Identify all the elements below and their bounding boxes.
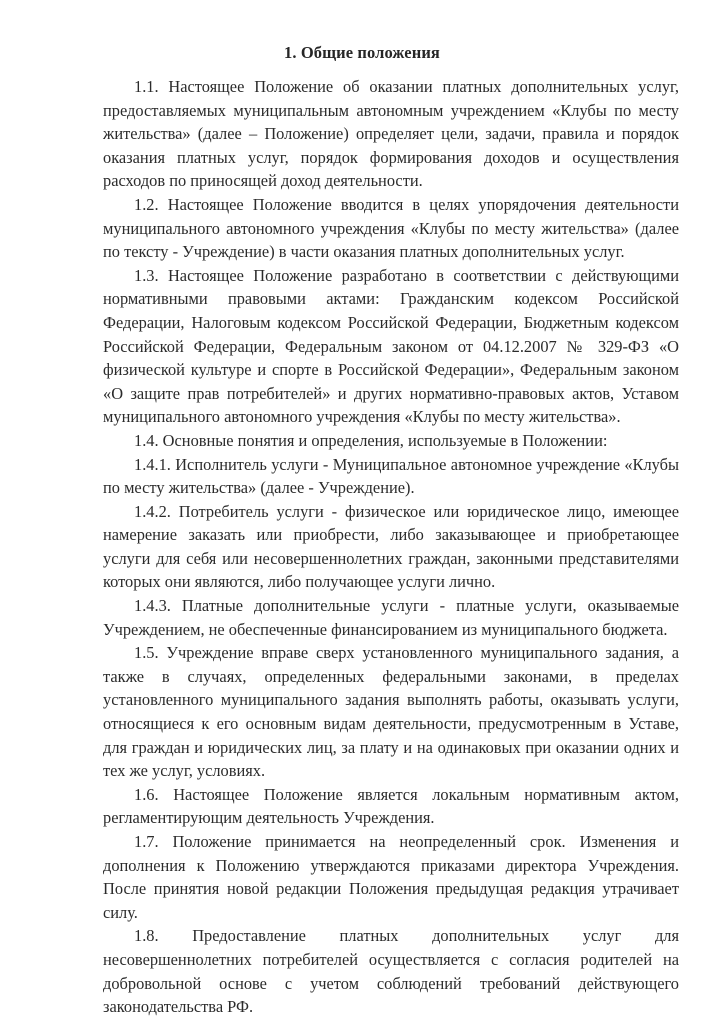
document-body — [103, 75, 679, 1019]
paragraph-1-2: 1.2. Настоящее Положение вводится в целях упорядочения деятельности муниципального автономного учреждения «Клубы по месту жительства» (далее по тексту - Учреждение) в части оказания платных дополнительных услуг. — [103, 194, 679, 262]
paragraph-1-7: 1.7. Положение принимается на неопределенный срок. Изменения и дополнения к Положению утверждаются приказами директора Учреждения. После принятия новой редакции Положения предыдущая редакция утрачивает силу. — [103, 832, 679, 922]
paragraph-1-4-1: 1.4.1. Исполнитель услуги - Муниципальное автономное учреждение «Клубы по месту жительства» (далее - Учреждение). — [103, 454, 679, 498]
paragraph-1-4-2: 1.4.2. Потребитель услуги - физическое или юридическое лицо, имеющее намерение заказать или приобрести, либо заказывающее и приобретающее услуги для себя или несовершеннолетних граждан, законными представителями которых они являются, либо получающее услуги лично. — [103, 501, 679, 592]
paragraph-1-5: 1.5. Учреждение вправе сверх установленного муниципального задания, а также в случаях, определенных федеральными законами, в пределах установленного муниципального задания выполнять работы, оказывать услуги, относящиеся к его основным видам деятельности, предусмотренным в Уставе, для граждан и юридических лиц, за плату и на одинаковых при оказании одних и тех же услуг, условиях. — [103, 643, 679, 781]
page-title: 1. Общие положения — [284, 43, 440, 63]
paragraph-1-8: 1.8. Предоставление платных дополнительных услуг для несовершеннолетних потребителей осуществляется с согласия родителей на добровольной основе с учетом соблюдений требований действующего законодательства РФ. — [103, 926, 679, 1017]
paragraph-1-3: 1.3. Настоящее Положение разработано в соответствии с действующими нормативными правовыми актами: Гражданским кодексом Российской Федерации, Налоговым кодексом Российской Федерации, Бюджетным кодексом Российской Федерации, Федеральным законом от 04.12.2007 № 329-ФЗ «О физической культуре и спорте в Российской Федерации», Федеральным законом «О защите прав потребителей» и других нормативно-правовых актов, Уставом муниципального автономного учреждения «Клубы по месту жительства». — [103, 265, 679, 427]
paragraph-1-4-3: 1.4.3. Платные дополнительные услуги - платные услуги, оказываемые Учреждением, не обеспеченные финансированием из муниципального бюджета. — [103, 596, 679, 639]
paragraph-1-1: 1.1. Настоящее Положение об оказании платных дополнительных услуг, предоставляемых муниципальным автономным учреждением «Клубы по месту жительства» (далее – Положение) определяет цели, задачи, правила и порядок оказания платных услуг, порядок формирования доходов и осуществления расходов по приносящей доход деятельности. — [103, 77, 679, 191]
paragraph-1-6: 1.6. Настоящее Положение является локальным нормативным актом, регламентирующим деятельность Учреждения. — [103, 784, 679, 828]
paragraph-1-4: 1.4. Основные понятия и определения, используемые в Положении: — [134, 430, 608, 450]
